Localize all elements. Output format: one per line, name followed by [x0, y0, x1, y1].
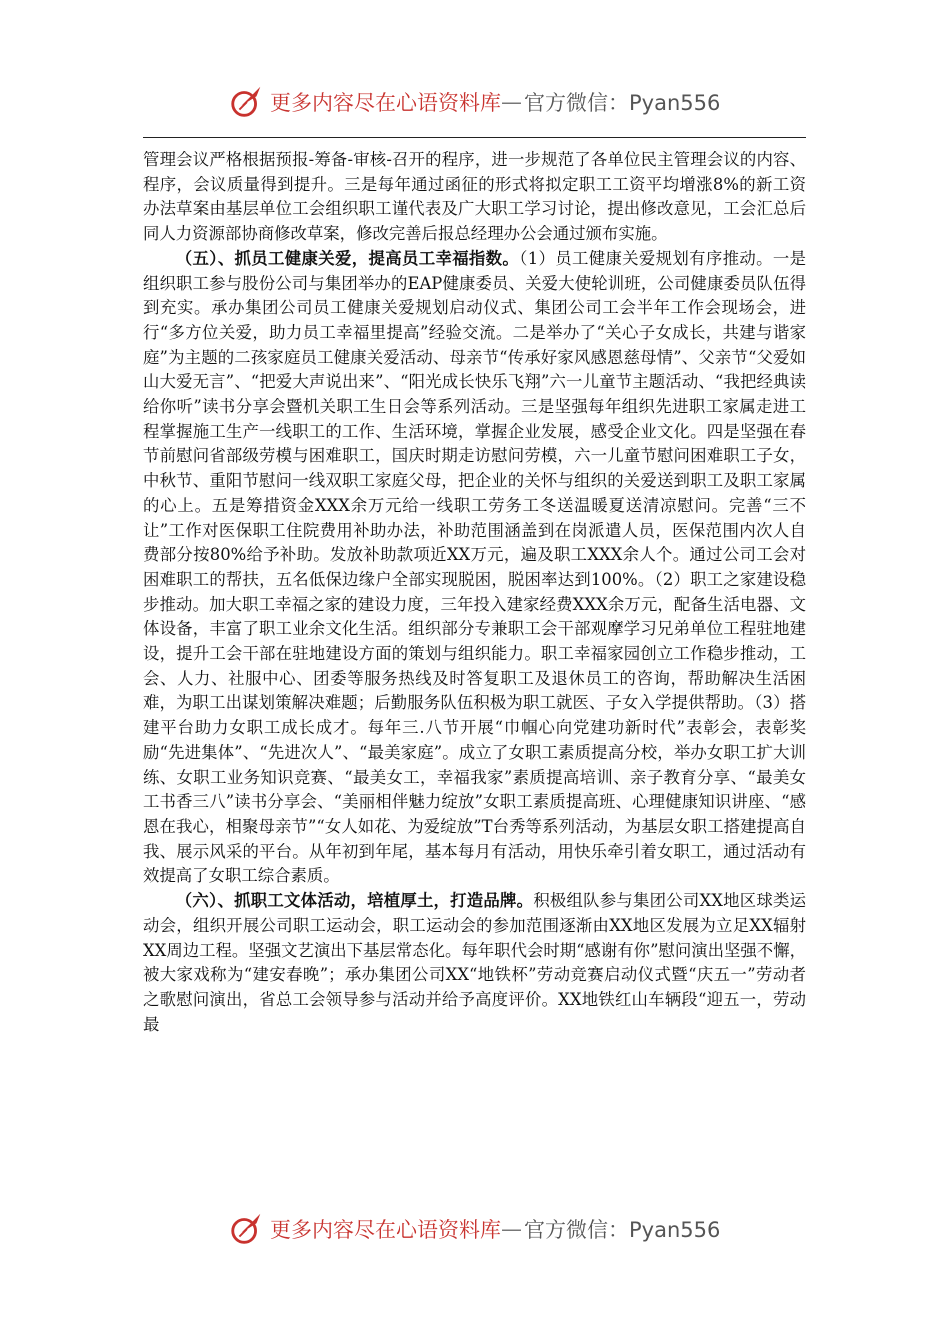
watermark-dash: — [501, 1217, 522, 1241]
paragraph-1 [143, 148, 806, 247]
paragraph-3 [143, 889, 806, 1037]
document-body [143, 148, 806, 1037]
section-5-heading: （五）、抓员工健康关爱，提高员工幸福指数。 [175, 248, 520, 268]
quill-logo-icon [228, 1210, 266, 1248]
paragraph-2 [143, 247, 806, 889]
paragraph-3-text: 积极组队参与集团公司XX地区球类运动会，组织开展公司职工运动会，职工运动会的参加范围逐渐由XX地区发展为立足XX辐射XX周边工程。坚强文艺演出下基层常态化。每年职代会时期“感谢有你”慰问演出坚强不懈，被大家戏称为“建安春晚”；承办集团公司XX“地铁杯”劳动竞赛启动仪式暨“庆五一”劳动者之歌慰问演出，省总工会领导参与活动并给予高度评价。XX地铁红山车辆段“迎五一，劳动最 [143, 891, 806, 1034]
watermark-wechat: 官方微信：Pyan556 [524, 91, 721, 115]
watermark-text: 更多内容尽在心语资料库 [270, 91, 501, 115]
paragraph-1-text: 管理会议严格根据预报-筹备-审核-召开的程序，进一步规范了各单位民主管理会议的内容、程序，会议质量得到提升。三是每年通过函征的形式将拟定职工工资平均增涨8%的新工资办法草案由基层单位工会组织职工谨代表及广大职工学习讨论，提出修改意见，工会汇总后同人力资源部协商修改草案，修改完善后报总经理办公会通过颁布实施。 [143, 150, 806, 244]
watermark-wechat: 官方微信：Pyan556 [524, 1218, 721, 1242]
header-watermark [228, 82, 728, 122]
header-rule [143, 137, 806, 138]
watermark-text: 更多内容尽在心语资料库 [270, 1218, 501, 1242]
section-6-heading: （六）、抓职工文体活动，培植厚土，打造品牌。 [175, 891, 534, 911]
watermark-dash: — [501, 90, 522, 114]
paragraph-2-text: （1）员工健康关爱规划有序推动。一是组织职工参与股份公司与集团举办的EAP健康委员、关爱大使轮训班，公司健康委员队伍得到充实。承办集团公司员工健康关爱规划启动仪式、集团公司工会半年工作会现场会，进行“多方位关爱，助力员工幸福里提高”经验交流。二是举办了“关心子女成长，共建与谐家庭”为主题的二孩家庭员工健康关爱活动、母亲节“传承好家风感恩慈母情”、父亲节“父爱如山大爱无言”、“把爱大声说出来”、“阳光成长快乐飞翔”六一儿童节主题活动、“我把经典读给你听”读书分享会暨机关职工生日会等系列活动。三是坚强每年组织先进职工家属走进工程掌握施工生产一线职工的工作、生活环境，掌握企业发展，感受企业文化。四是坚强在春节前慰问省部级劳模与困难职工，国庆时期走访慰问劳模，六一儿童节慰问困难职工子女，中秋节、重阳节慰问一线双职工家庭父母，把企业的关怀与组织的关爱送到职工及职工家属的心上。五是筹措资金XXX余万元给一线职工劳务工冬送温暖夏送清凉慰问。完善“三不让”工作对医保职工住院费用补助办法，补助范围涵盖到在岗派遣人员，医保范围内次人自费部分按80%给予补助。发放补助款项近XX万元，遍及职工XXX余人个。通过公司工会对困难职工的帮扶，五名低保边缘户全部实现脱困，脱困率达到100%。（2）职工之家建设稳步推动。加大职工幸福之家的建设力度，三年投入建家经费XXX余万元，配备生活电器、文体设备，丰富了职工业余文化生活。组织部分专兼职工会干部观摩学习兄弟单位工程驻地建设，提升工会干部在驻地建设方面的策划与组织能力。职工幸福家园创立工作稳步推动，工会、人力、社服中心、团委等服务热线及时答复职工及退休员工的咨询，帮助解决生活困难，为职工出谋划策解决难题；后勤服务队伍积极为职工就医、子女入学提供帮助。（3）搭建平台助力女职工成长成才。每年三.八节开展“巾帼心向党建功新时代”表彰会，表彰奖励“先进集体”、“先进次人”、“最美家庭”。成立了女职工素质提高分校，举办女职工扩大训练、女职工业务知识竞赛、“最美女工，幸福我家”素质提高培训、亲子教育分享、“最美女工书香三八”读书分享会、“美丽相伴魅力绽放”女职工素质提高班、心理健康知识讲座、“感恩在我心，相聚母亲节”“女人如花、为爱绽放”T台秀等系列活动，为基层女职工搭建提高自我、展示风采的平台。从年初到年尾，基本每月有活动，用快乐牵引着女职工，通过活动有效提高了女职工综合素质。 [143, 248, 806, 886]
footer-watermark [228, 1209, 728, 1249]
quill-logo-icon [228, 83, 266, 121]
